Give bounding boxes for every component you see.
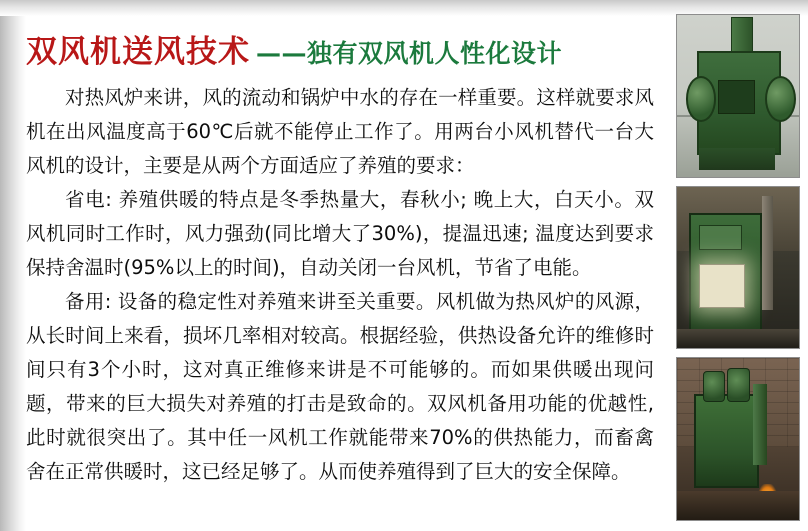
photo-column bbox=[672, 0, 808, 531]
page-title-main: 双风机送风技术 bbox=[26, 34, 250, 70]
photo-boiler-with-open-firebox bbox=[676, 186, 800, 350]
machine-hatch bbox=[718, 80, 754, 114]
paragraph-1: 对热风炉来讲，风的流动和锅炉中水的存在一样重要。这样就要求风机在出风温度高于60℃后就不能停止工作了。用两台小风机替代一台大风机的设计，主要是从两个方面适应了养殖的要求： bbox=[26, 86, 654, 178]
machine-base bbox=[699, 148, 775, 171]
fan-motor-right bbox=[727, 368, 750, 402]
flue-pipe bbox=[762, 196, 773, 309]
photo-dual-fan-blower-in-boiler-room bbox=[676, 357, 800, 521]
floor bbox=[677, 329, 799, 348]
blower-unit bbox=[694, 394, 759, 489]
control-panel bbox=[699, 225, 742, 250]
article-body bbox=[26, 81, 654, 489]
fan-motor-left bbox=[703, 371, 726, 402]
page-title-sub: ——独有双风机人性化设计 bbox=[256, 39, 563, 68]
page-title bbox=[26, 34, 654, 69]
right-fan-drum bbox=[765, 76, 796, 122]
floor bbox=[677, 491, 799, 520]
photo-green-blower-unit-front bbox=[676, 14, 800, 178]
air-duct bbox=[753, 384, 768, 465]
paragraph-2: 省电: 养殖供暖的特点是冬季热量大，春秋小; 晚上大，白天小。双风机同时工作时，风力强劲(同比增大了30%)，提温迅速; 温度达到要求保持舍温时(95%以上的时间)，自动关闭一台风机，节省了电能。 bbox=[26, 188, 654, 280]
glowing-firebox-door bbox=[699, 264, 745, 308]
paragraph-3: 备用: 设备的稳定性对养殖来讲至关重要。风机做为热风炉的风源，从长时间上来看，损坏几率相对较高。根据经验，供热设备允许的维修时间只有3个小时，这对真正维修来讲是不可能够的。而如果供暖出现问题，带来的巨大损失对养殖的打击是致命的。双风机备用功能的优越性, 此时就很突出了。其中任一风机工作就能带来70%的供热能力，而畜禽舍在正常供暖时，这已经足够了。从而使养殖得到了巨大的安全保障。 bbox=[26, 290, 654, 484]
